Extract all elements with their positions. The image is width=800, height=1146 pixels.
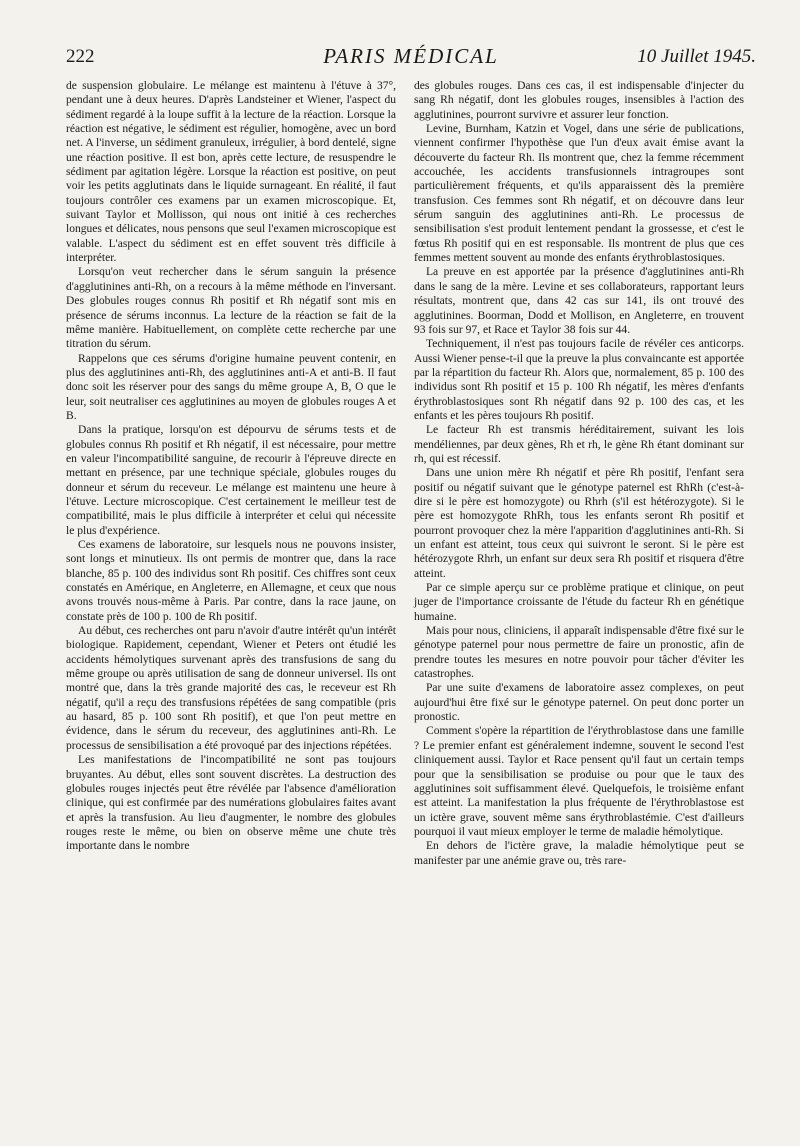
paragraph: Comment s'opère la répartition de l'érythroblastose dans une famille ? Le premier enfant est généralement indemne, souvent le second l'est cliniquement aussi. Taylor et Race pensent qu'il faut un certain temps pour que la sensibilisation se produise ou pour que le taux des agglutinines soit suffisamment élevé. Quelquefois, le troisième enfant est atteint. La manifestation la plus fréquente de l'érythroblastose est un ictère grave, souvent même sans érythroblastémie. C'est d'ailleurs pourquoi il vaut mieux employer le terme de maladie hémolytique.: [414, 725, 744, 838]
running-header: [66, 44, 756, 74]
paragraph: Rappelons que ces sérums d'origine humaine peuvent contenir, en plus des agglutinines anti-Rh, des agglutinines anti-A et anti-B. Il faut donc soit les réserver pour des sangs du même groupe A, B, O que le leur, soit neutraliser ces agglutinines au moyen de globules rouges A et B.: [66, 352, 396, 422]
paragraph: de suspension globulaire. Le mélange est maintenu à l'étuve à 37°, pendant une à deux heures. D'après Landsteiner et Wiener, l'aspect du sédiment regardé à la loupe suffit à la lecture de la réaction. Lorsque la réaction est négative, le sédiment est régulier, homogène, avec un bord net. A l'inverse, un sédiment granuleux, irrégulier, à bord dentelé, signe une réaction positive. Il est bon, après cette lecture, de resuspendre le sédiment par agitation légère. Lorsque la réaction est positive, on peut voir les petits agglutinats dans le liquide surnageant. En réalité, il faut toujours contrôler ces examens par un examen microscopique. Et, suivant Taylor et Mollisson, qui nous ont initié à ces recherches longues et délicates, nous pensons que seul l'examen microscopique est valable. L'aspect du sédiment est en effet souvent très difficile à interpréter.: [66, 80, 396, 265]
page-number: 222: [66, 46, 95, 67]
paragraph: Dans une union mère Rh négatif et père Rh positif, l'enfant sera positif ou négatif suivant que le génotype paternel est RhRh (c'est-à-dire si le père est homozygote) ou Rhrh (s'il est hétérozygote). Si le père est homozygote RhRh, tous les enfants seront Rh positif et pourront provoquer chez la mère l'apparition d'agglutinines anti-Rh. Si un enfant est atteint, tous ceux qui suivront le seront. Si le père est hétérozygote Rhrh, un enfant sur deux sera Rh positif et risquera d'être atteint.: [414, 467, 744, 580]
paragraph: Par ce simple aperçu sur ce problème pratique et clinique, on peut juger de l'importance croissante de l'étude du facteur Rh en génétique humaine.: [414, 582, 744, 623]
left-column: [66, 79, 396, 854]
paragraph: Par une suite d'examens de laboratoire assez complexes, on peut aujourd'hui être fixé sur le génotype paternel. On peut donc porter un pronostic.: [414, 682, 744, 724]
paragraph: Techniquement, il n'est pas toujours facile de révéler ces anticorps. Aussi Wiener pense-t-il que la preuve la plus convaincante est apportée par la répartition du facteur Rh. Alors que, normalement, 85 p. 100 des individus sont Rh positif et 15 p. 100 Rh négatif, les mères d'enfants érythroblastosiques sont Rh négatif dans 92 p. 100 des cas, et les enfants et les pères toujours Rh positif.: [414, 338, 744, 422]
paragraph: Ces examens de laboratoire, sur lesquels nous ne pouvons insister, sont longs et minutieux. Ils ont permis de montrer que, dans la race blanche, 85 p. 100 des individus sont Rh positif. Ces chiffres sont ceux constatés en Amérique, en Angleterre, en Allemagne, et ceux que nous avons trouvés nous-même à Paris. Par contre, dans la race jaune, on constate près de 100 p. 100 de Rh positif.: [66, 539, 396, 623]
paragraph: Dans la pratique, lorsqu'on est dépourvu de sérums tests et de globules connus Rh positif et Rh négatif, il est nécessaire, pour mettre en valeur l'incompatibilité sanguine, de recourir à l'épreuve directe en mettant en présence, par une technique spéciale, globules rouges du donneur et sérum du receveur. Le mélange est maintenu une heure à l'étuve. Lecture microscopique. C'est certainement le meilleur test de compatibilité, mais le plus difficile à interpréter et celui qui nécessite le plus d'expérience.: [66, 424, 396, 537]
paragraph: Au début, ces recherches ont paru n'avoir d'autre intérêt qu'un intérêt biologique. Rapidement, cependant, Wiener et Peters ont étudié les accidents hémolytiques survenant après des transfusions de sang du même groupe ou après utilisation de sang de donneur universel. Ils ont montré que, dans la très grande majorité des cas, le receveur est Rh négatif, qu'il a reçu des transfusions répétées de sang compatible (pris au hasard, 85 p. 100 sont Rh positif), et que l'on peut mettre en évidence, dans le sérum du receveur, des agglutinines anti-Rh. Le processus de sensibilisation a été provoqué par des injections répétées.: [66, 625, 396, 752]
issue-date: 10 Juillet 1945.: [637, 46, 756, 67]
paragraph: Mais pour nous, cliniciens, il apparaît indispensable d'être fixé sur le génotype paternel pour nous permettre de faire un pronostic, afin de prendre toutes les mesures en notre pouvoir pour tâcher d'éviter les catastrophes.: [414, 625, 744, 681]
paragraph: La preuve en est apportée par la présence d'agglutinines anti-Rh dans le sang de la mère. Levine et ses collaborateurs, rapportant leurs résultats, montrent que, dans 42 cas sur 141, ils ont trouvé des agglutinines. Boorman, Dodd et Mollison, en Angleterre, en trouvent 93 fois sur 97, et Race et Taylor 38 fois sur 44.: [414, 266, 744, 336]
paragraph: des globules rouges. Dans ces cas, il est indispensable d'injecter du sang Rh négatif, dont les globules rouges, insensibles à l'action des agglutinines, pourront survivre et assurer leur fonction.: [414, 80, 744, 121]
paragraph: Lorsqu'on veut rechercher dans le sérum sanguin la présence d'agglutinines anti-Rh, on a recours à la même méthode en l'inversant. Des globules rouges connus Rh positif et Rh négatif sont mis en présence de sérums inconnus. La lecture de la réaction se fait de la même manière. Habituellement, on complète cette recherche par une titration du sérum.: [66, 266, 396, 351]
paragraph: En dehors de l'ictère grave, la maladie hémolytique peut se manifester par une anémie grave ou, très rare-: [414, 840, 744, 867]
journal-title: PARIS MÉDICAL: [323, 44, 499, 68]
paragraph: Les manifestations de l'incompatibilité ne sont pas toujours bruyantes. Au début, elles sont souvent discrètes. La destruction des globules rouges injectés peut être révélée par l'absence d'amélioration clinique, qui est confirmée par des numérations globulaires faites avant et après la transfusion. Au lieu d'augmenter, le nombre des globules rouges reste le même, ou bien on observe même une chute très importante dans le nombre: [66, 754, 396, 853]
paragraph: Levine, Burnham, Katzin et Vogel, dans une série de publications, viennent confirmer l'hypothèse que l'un d'eux avait émise avant la découverte du facteur Rh. Ils montrent que, chez la femme récemment accouchée, les accidents transfusionnels intragroupes sont particulièrement fréquents, et qu'ils apparaissent dès la première transfusion. Ces femmes sont Rh négatif, et on découvre dans leur sérum sanguin des agglutinines anti-Rh. Le processus de sensibilisation s'est produit lentement pendant la grossesse, et c'est le fœtus Rh positif qui en est responsable. Ils montrent de plus que ces femmes mettent souvent au monde des enfants érythroblastosiques.: [414, 123, 744, 265]
right-column: [414, 79, 744, 868]
paragraph: Le facteur Rh est transmis héréditairement, suivant les lois mendéliennes, par deux gènes, Rh et rh, le gène Rh étant dominant sur rh, qui est récessif.: [414, 424, 744, 465]
